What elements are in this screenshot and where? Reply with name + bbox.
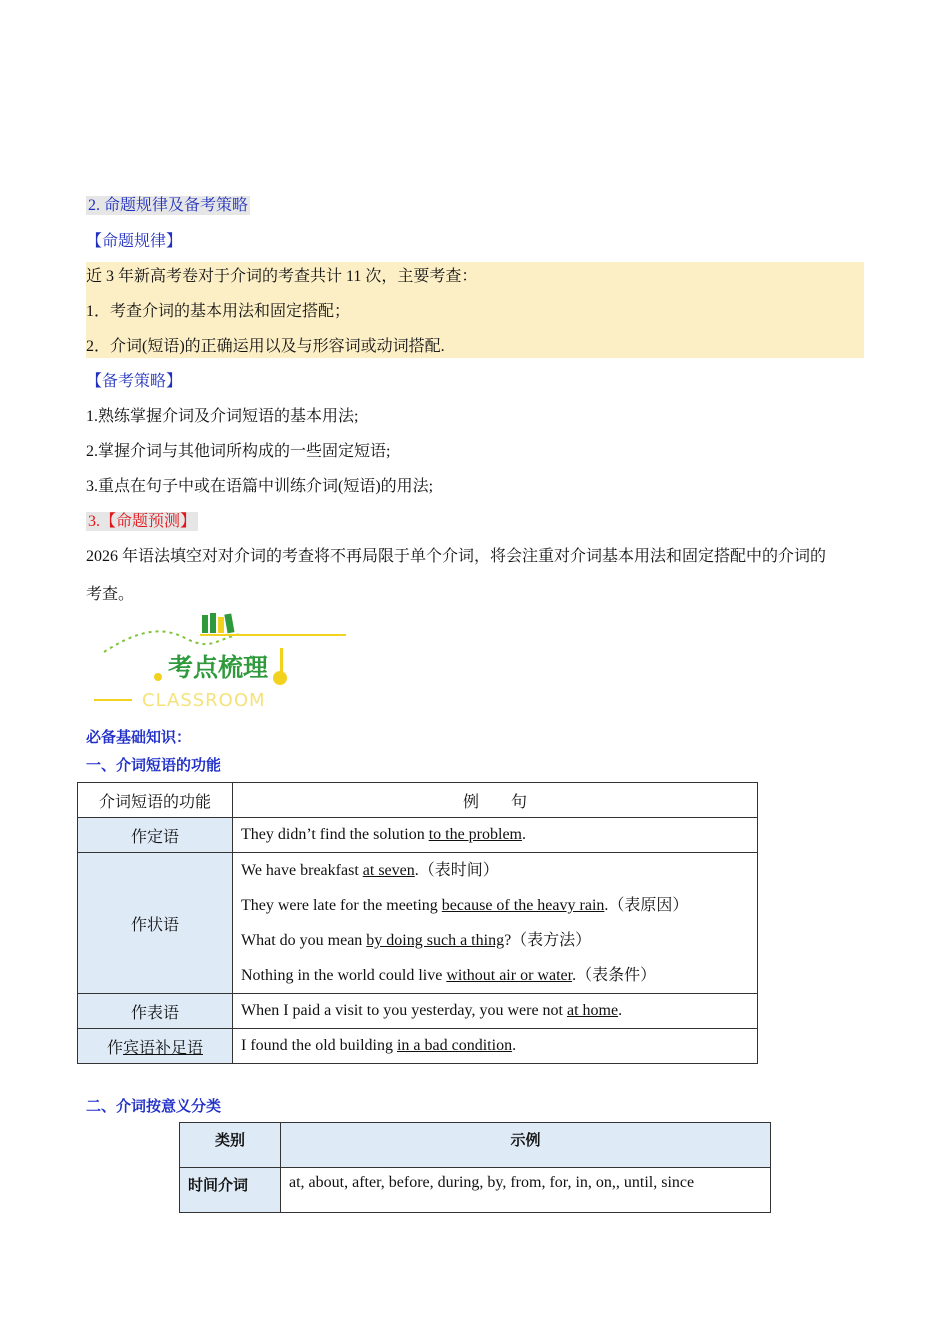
rule-tag: 【命题规律】 [86,233,183,250]
rule-line: 近 3 年新高考卷对于介词的考查共计 11 次，主要考查： [86,268,478,285]
banner-subtitle: CLASSROOM [142,690,266,711]
header-function: 介词短语的功能 [78,783,233,818]
section-banner [90,610,360,715]
function-cell: 作定语 [78,818,233,853]
table-row [78,1029,758,1064]
header-example: 示例 [281,1123,771,1168]
function-cell: 作表语 [78,994,233,1029]
table-header-row [180,1123,771,1168]
rule-block [86,262,864,358]
example-cell: They didn’t find the solution to the problem. [233,818,758,853]
strategy-heading: 2. 命题规律及备考策略 [88,197,249,214]
rule-line: 1．考查介词的基本用法和固定搭配； [86,303,351,320]
example-cell: at, about, after, before, during, by, from, for, in, on,, until, since [281,1168,771,1213]
example-sentence: What do you mean by doing such a thing?（表方法） [241,932,592,949]
header-example: 例 句 [233,783,758,818]
section2-title: 二、介词按意义分类 [86,1097,222,1115]
banner-title: 考点梳理 [168,653,269,682]
table-row [78,818,758,853]
table-row [180,1168,771,1213]
forecast-text-1: 2026 年语法填空对对介词的考查将不再局限于单个介词，将会注重对介词基本用法和固定搭配中的介词的 [86,548,827,565]
function-table [77,782,758,1064]
rule-line: 2．介词(短语)的正确运用以及与形容词或动词搭配. [86,338,445,355]
example-sentence: Nothing in the world could live without air or water.（表条件） [241,967,657,984]
table-row [78,994,758,1029]
example-cell [233,853,758,994]
example-sentence: We have breakfast at seven.（表时间） [241,862,499,879]
prep-tag: 【备考策略】 [86,373,183,390]
table-row [78,853,758,994]
category-table [179,1122,771,1213]
section1-title: 一、介词短语的功能 [86,756,222,774]
example-sentence: They were late for the meeting because of the heavy rain.（表原因） [241,897,689,914]
forecast-text-2: 考查。 [86,586,135,603]
function-cell: 作宾语补足语 [78,1029,233,1064]
prep-line: 1.熟练掌握介词及介词短语的基本用法; [86,408,359,425]
example-cell: I found the old building in a bad condition. [233,1029,758,1064]
function-cell: 作状语 [78,853,233,994]
category-cell: 时间介词 [180,1168,281,1213]
table-header-row [78,783,758,818]
basics-heading: 必备基础知识： [86,728,192,746]
prep-line: 2.掌握介词与其他词所构成的一些固定短语; [86,443,391,460]
header-category: 类别 [180,1123,281,1168]
prep-line: 3.重点在句子中或在语篇中训练介词(短语)的用法; [86,478,434,495]
example-cell: When I paid a visit to you yesterday, you were not at home. [233,994,758,1029]
forecast-heading: 3.【命题预测】 [88,513,197,530]
